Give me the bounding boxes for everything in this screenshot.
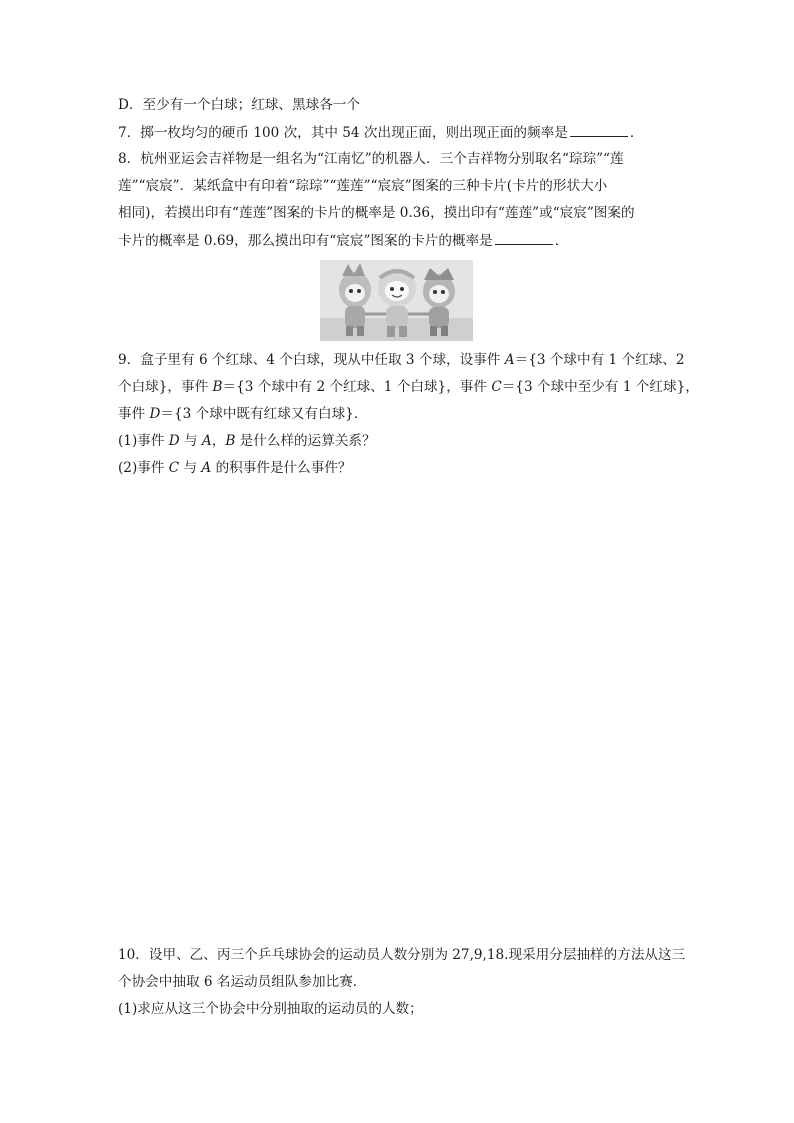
mascots-illustration bbox=[320, 260, 473, 341]
q9-var-a: A bbox=[504, 352, 515, 368]
q8-line-4 bbox=[118, 231, 568, 250]
q9-p2-c: 与 bbox=[179, 460, 202, 476]
q7-stem: 7．掷一枚均匀的硬币 100 次，其中 54 次出现正面，则出现正面的频率是 bbox=[118, 125, 568, 141]
q9-l2-c: ＝{3 个球中有 2 个红球、1 个白球}，事件 bbox=[222, 379, 492, 395]
q8-line-1: 8．杭州亚运会吉祥物是一组名为“江南忆”的机器人．三个吉祥物分别取名“琮琮”“莲 bbox=[118, 151, 624, 167]
q9-line-2 bbox=[118, 378, 699, 396]
q9-p1-a: (1)事件 bbox=[118, 433, 169, 449]
q7-answer-blank bbox=[570, 123, 628, 137]
q9-p1-e: ， bbox=[211, 433, 226, 449]
q9-var-b: B bbox=[212, 379, 223, 395]
q9-p1-var-d: D bbox=[168, 433, 180, 449]
q9-p1-c: 与 bbox=[179, 433, 202, 449]
q8-period: ． bbox=[554, 233, 569, 249]
mascots-image bbox=[320, 260, 473, 341]
q8-answer-blank bbox=[495, 231, 553, 245]
q9-var-d: D bbox=[149, 406, 161, 422]
q9-p2-var-c: C bbox=[168, 460, 180, 476]
q9-l2-e: ＝{3 个球中至少有 1 个红球}， bbox=[501, 379, 699, 395]
q9-var-c: C bbox=[491, 379, 502, 395]
q9-part-1 bbox=[118, 432, 376, 450]
q9-p2-var-a: A bbox=[201, 460, 212, 476]
q9-l3-c: ＝{3 个球中既有红球又有白球}． bbox=[160, 406, 368, 422]
q8-line-3: 相同)，若摸出印有“莲莲”图案的卡片的概率是 0.36，摸出印有“莲莲”或“宸宸”图案的 bbox=[118, 205, 635, 221]
q9-l1-c: ＝{3 个球中有 1 个红球、2 bbox=[514, 352, 685, 368]
q8-line-2: 莲”“宸宸”．某纸盒中有印着“琮琮”“莲莲”“宸宸”图案的三种卡片(卡片的形状大小 bbox=[118, 178, 608, 194]
q9-p1-var-a: A bbox=[201, 433, 212, 449]
q10-line-2: 个协会中抽取 6 名运动员组队参加比赛． bbox=[118, 974, 367, 990]
q9-line-1 bbox=[118, 351, 685, 369]
q7-text bbox=[118, 123, 643, 142]
q9-p2-e: 的积事件是什么事件？ bbox=[211, 460, 352, 476]
q6-option-d: D．至少有一个白球；红球、黑球各一个 bbox=[118, 97, 360, 113]
q9-p2-a: (2)事件 bbox=[118, 460, 169, 476]
q9-p1-g: 是什么样的运算关系？ bbox=[235, 433, 376, 449]
q10-part-1: (1)求应从这三个协会中分别抽取的运动员的人数； bbox=[118, 1001, 423, 1017]
q7-period: ． bbox=[629, 125, 644, 141]
q9-p1-var-b: B bbox=[225, 433, 236, 449]
q9-line-3 bbox=[118, 405, 367, 423]
q9-l1-a: 9．盒子里有 6 个红球、4 个白球，现从中任取 3 个球，设事件 bbox=[118, 352, 505, 368]
q10-line-1: 10．设甲、乙、丙三个乒乓球协会的运动员人数分别为 27,9,18.现采用分层抽样的方法从这三 bbox=[118, 947, 686, 963]
q9-part-2 bbox=[118, 459, 352, 477]
q9-l2-a: 个白球}，事件 bbox=[118, 379, 213, 395]
q8-stem-end: 卡片的概率是 0.69，那么摸出印有“宸宸”图案的卡片的概率是 bbox=[118, 233, 493, 249]
q9-l3-a: 事件 bbox=[118, 406, 150, 422]
